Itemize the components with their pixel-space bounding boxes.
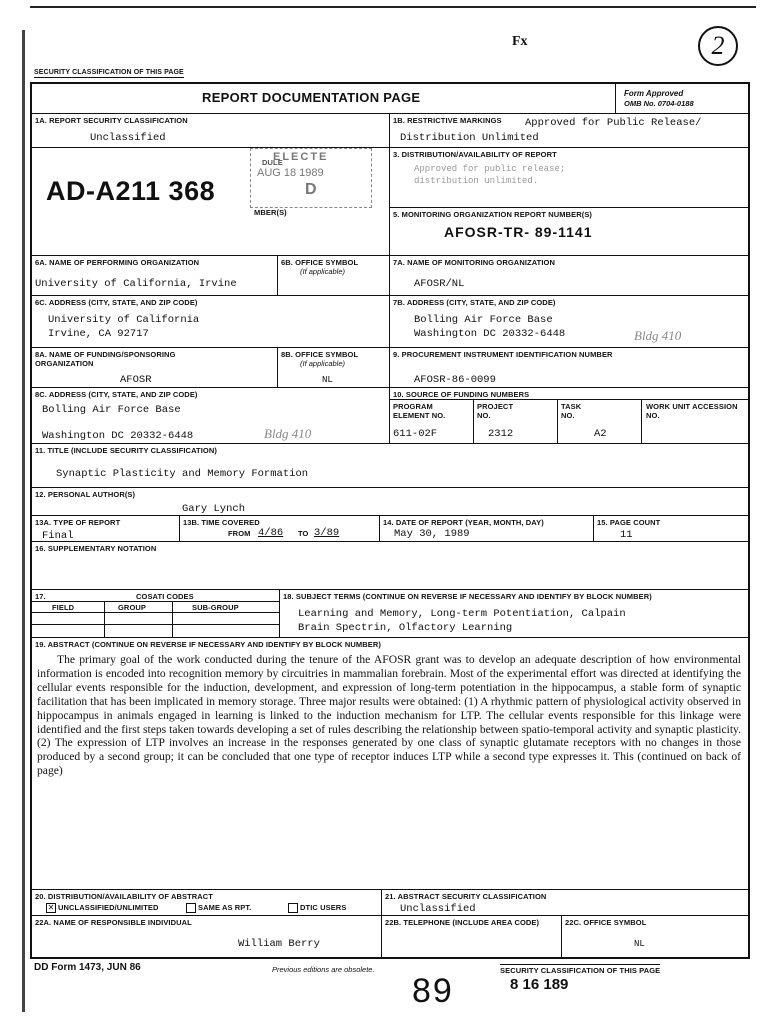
field-13b-to-value: 3/89 (314, 527, 340, 539)
distribution-option-unclassified[interactable] (46, 903, 159, 913)
field-22a-label: 22A. NAME OF RESPONSIBLE INDIVIDUAL (35, 918, 192, 927)
field-15 (594, 516, 750, 542)
field-22c-label: 22C. OFFICE SYMBOL (565, 918, 647, 927)
abstract-text: The primary goal of the work conducted during the tenure of the AFOSR grant was to develop an adequate description of how environmental information is encoded into recognition memory by circuitries in mammalian forebrain. Most of the experimental effort was directed at identifying the cellular events responsible for the induction, development, and expression of long-term potentiation in the hippocampus, a stable form of synaptic facilitation that has been implicated in memory storage. Three major results were obtained: (1) A rhythmic pattern of physiological activity observed in hippocampus in animals engaged in learning is linked to the induction mechanism for LTP. The cellular events responsible for this linkage were identified and the first steps taken towards developing a set of rules describing the relationship between spatio-temporal activity and synaptic plasticity. (2) The expression of LTP involves an increase in the responses generated by one class of synaptic glutamate receptors with no changes in those produced by a second group; it can be concluded that one type of receptor induces LTP while a second type expresses it. This (continued on back of page) (37, 653, 741, 778)
field-8b-value: NL (322, 375, 333, 385)
field-6c-label: 6C. ADDRESS (CITY, STATE, AND ZIP CODE) (35, 298, 198, 307)
field-22b-label: 22B. TELEPHONE (INCLUDE AREA CODE) (385, 918, 540, 927)
field-6b-label: 6B. OFFICE SYMBOL (281, 258, 359, 267)
field-11-label: 11. TITLE (INCLUDE SECURITY CLASSIFICATION) (35, 446, 217, 455)
work-unit-label: WORK UNIT ACCESSION NO. (646, 402, 738, 420)
field-6c-value-2: Irvine, CA 92717 (48, 328, 149, 340)
scan-left-border (22, 30, 25, 1012)
field-6a-label: 6A. NAME OF PERFORMING ORGANIZATION (35, 258, 200, 267)
field-13a (32, 516, 180, 542)
field-22b (382, 916, 562, 957)
field-12-value: Gary Lynch (182, 503, 246, 515)
unclassified-unlimited-label: UNCLASSIFIED/UNLIMITED (58, 903, 159, 913)
field-8a-label: 8A. NAME OF FUNDING/SPONSORING ORGANIZATION (35, 350, 176, 368)
field-6a (32, 256, 278, 296)
field-1b-label: 1B. RESTRICTIVE MARKINGS (393, 116, 502, 125)
cosati-group-header: GROUP (118, 603, 147, 612)
dtic-users-label: DTIC USERS (300, 903, 347, 913)
form-approved: Form Approved (624, 89, 684, 98)
field-7a-value: AFOSR/NL (414, 278, 465, 290)
project-no-label: PROJECT NO. (477, 402, 514, 420)
field-3-faded-1: Approved for public release; (414, 164, 566, 174)
checked-box-icon[interactable]: ✕ (47, 903, 55, 912)
program-element-value: 611-02F (393, 428, 438, 440)
field-7a-label: 7A. NAME OF MONITORING ORGANIZATION (393, 258, 555, 267)
field-5 (390, 208, 750, 256)
field-7b-label: 7B. ADDRESS (CITY, STATE, AND ZIP CODE) (393, 298, 556, 307)
field-9-label: 9. PROCUREMENT INSTRUMENT IDENTIFICATION NUMBER (393, 350, 613, 359)
field-18-value-1: Learning and Memory, Long-term Potentiation, Calpain (298, 608, 626, 620)
field-21 (382, 890, 750, 916)
program-element-label: PROGRAM ELEMENT NO. (393, 402, 446, 420)
omb-number: OMB No. 0704-0188 (624, 99, 694, 108)
distribution-option-same[interactable] (186, 903, 251, 913)
cosati-subgroup-header: SUB-GROUP (192, 603, 239, 612)
field-16 (32, 542, 750, 590)
field-20 (32, 890, 382, 916)
field-10-label: 10. SOURCE OF FUNDING NUMBERS (393, 390, 530, 399)
previous-editions-note: Previous editions are obsolete. (272, 965, 375, 974)
field-9 (390, 348, 750, 388)
field-6b (278, 256, 390, 296)
field-1b (390, 114, 750, 148)
field-6b-sub: (If applicable) (300, 267, 346, 276)
field-21-label: 21. ABSTRACT SECURITY CLASSIFICATION (385, 892, 547, 901)
field-8c-value-1: Bolling Air Force Base (42, 404, 181, 416)
stamp-date: AUG 18 1989 (257, 167, 324, 179)
report-documentation-form (30, 82, 750, 959)
same-as-rpt-label: SAME AS RPT. (198, 903, 252, 913)
field-1b-value-2: Distribution Unlimited (400, 132, 539, 144)
field-9-value: AFOSR-86-0099 (414, 374, 496, 386)
stamp-elect: ELECTE (273, 151, 329, 163)
field-7b-stamp: Bldg 410 (634, 328, 682, 343)
circled-number: 2 (698, 26, 738, 66)
field-7a (390, 256, 750, 296)
field-7b (390, 296, 750, 348)
field-19-label: 19. ABSTRACT (CONTINUE ON REVERSE IF NECESSARY AND IDENTIFY BY BLOCK NUMBER) (35, 640, 381, 649)
task-no-label: TASK NO. (561, 402, 582, 420)
field-21-value: Unclassified (400, 903, 476, 915)
field-6a-value: University of California, Irvine (35, 278, 237, 290)
form-title: REPORT DOCUMENTATION PAGE (202, 90, 421, 105)
field-13b-to: TO (298, 529, 309, 538)
field-5-value: AFOSR-TR- 89-1141 (444, 224, 593, 240)
stamp-number-label: MBER(S) (254, 208, 287, 217)
field-10 (390, 388, 750, 400)
dd-form-id: DD Form 1473, JUN 86 (34, 962, 141, 973)
field-8a-value: AFOSR (120, 374, 152, 386)
field-18-value-2: Brain Spectrin, Olfactory Learning (298, 622, 513, 634)
field-13a-value: Final (42, 530, 74, 542)
field-19 (32, 638, 750, 890)
field-14-value: May 30, 1989 (394, 528, 470, 540)
field-17-label: 17. (35, 592, 46, 601)
cosati-codes-label: COSATI CODES (136, 592, 194, 601)
field-14 (380, 516, 594, 542)
cosati-field-header: FIELD (52, 603, 75, 612)
field-7b-value-2: Washington DC 20332-6448 (414, 328, 566, 340)
field-8b-label: 8B. OFFICE SYMBOL (281, 350, 359, 359)
empty-box-icon[interactable] (186, 903, 196, 913)
field-1b-value-1: Approved for Public Release/ (525, 117, 702, 129)
scan-top-border (30, 6, 756, 8)
field-14-label: 14. DATE OF REPORT (YEAR, MONTH, DAY) (383, 518, 544, 527)
security-classification-top: SECURITY CLASSIFICATION OF THIS PAGE (34, 69, 184, 76)
field-10-workunit (642, 400, 750, 444)
field-8b-sub: (If applicable) (300, 359, 346, 368)
field-13a-label: 13A. TYPE OF REPORT (35, 518, 121, 527)
field-6c (32, 296, 390, 348)
project-no-value: 2312 (488, 428, 514, 440)
big-number-right: 8 16 189 (510, 976, 569, 993)
field-22c (562, 916, 750, 957)
field-13b-from: FROM (228, 529, 251, 538)
field-3-faded-2: distribution unlimited. (414, 176, 539, 186)
field-15-value: 11 (620, 529, 633, 541)
field-18-label: 18. SUBJECT TERMS (CONTINUE ON REVERSE IF NECESSARY AND IDENTIFY BY BLOCK NUMBER) (283, 592, 652, 601)
field-6c-value-1: University of California (48, 314, 200, 326)
field-8c-label: 8C. ADDRESS (CITY, STATE, AND ZIP CODE) (35, 390, 198, 399)
field-11-value: Synaptic Plasticity and Memory Formation (56, 468, 309, 480)
field-18 (280, 590, 750, 638)
field-8c-value-2: Washington DC 20332-6448 (42, 430, 194, 442)
field-20-label: 20. DISTRIBUTION/AVAILABILITY OF ABSTRACT (35, 892, 213, 901)
scribble-mark: Fx (512, 34, 528, 49)
field-17 (32, 590, 280, 638)
security-classification-bottom: SECURITY CLASSIFICATION OF THIS PAGE (500, 966, 661, 975)
field-15-label: 15. PAGE COUNT (597, 518, 661, 527)
field-12-label: 12. PERSONAL AUTHOR(S) (35, 490, 136, 499)
field-12 (32, 488, 750, 516)
field-13b-label: 13B. TIME COVERED (183, 518, 260, 527)
field-5-label: 5. MONITORING ORGANIZATION REPORT NUMBER(S) (393, 210, 593, 219)
field-8b (278, 348, 390, 388)
distribution-option-dtic[interactable] (288, 903, 346, 913)
field-13b (180, 516, 380, 542)
field-10-program (390, 400, 474, 444)
stamp-letter: D (305, 181, 317, 198)
empty-box-icon[interactable] (288, 903, 298, 913)
field-22c-value: NL (634, 939, 645, 949)
task-no-value: A2 (594, 428, 607, 440)
field-1a-value: Unclassified (90, 132, 166, 144)
field-3 (390, 148, 750, 208)
field-7b-value-1: Bolling Air Force Base (414, 314, 553, 326)
stamp-dule: DULE (262, 158, 283, 167)
field-8c (32, 388, 390, 444)
form-title-cell (32, 84, 616, 114)
field-10-project (474, 400, 558, 444)
field-11 (32, 444, 750, 488)
field-10-task (558, 400, 642, 444)
field-3-label: 3. DISTRIBUTION/AVAILABILITY OF REPORT (393, 150, 557, 159)
field-13b-from-value: 4/86 (258, 527, 284, 539)
field-22a-value: William Berry (238, 938, 320, 950)
field-1a (32, 114, 390, 148)
field-16-label: 16. SUPPLEMENTARY NOTATION (35, 544, 157, 553)
ad-number-block (32, 148, 390, 256)
field-8a (32, 348, 278, 388)
dtic-stamp (250, 148, 372, 208)
big-number-left: 89 (412, 972, 454, 1010)
ad-number: AD-A211 368 (46, 176, 216, 206)
field-8c-stamp: Bldg 410 (264, 426, 312, 441)
field-1a-label: 1A. REPORT SECURITY CLASSIFICATION (35, 116, 188, 125)
field-22a (32, 916, 382, 957)
form-approved-cell (616, 84, 750, 114)
